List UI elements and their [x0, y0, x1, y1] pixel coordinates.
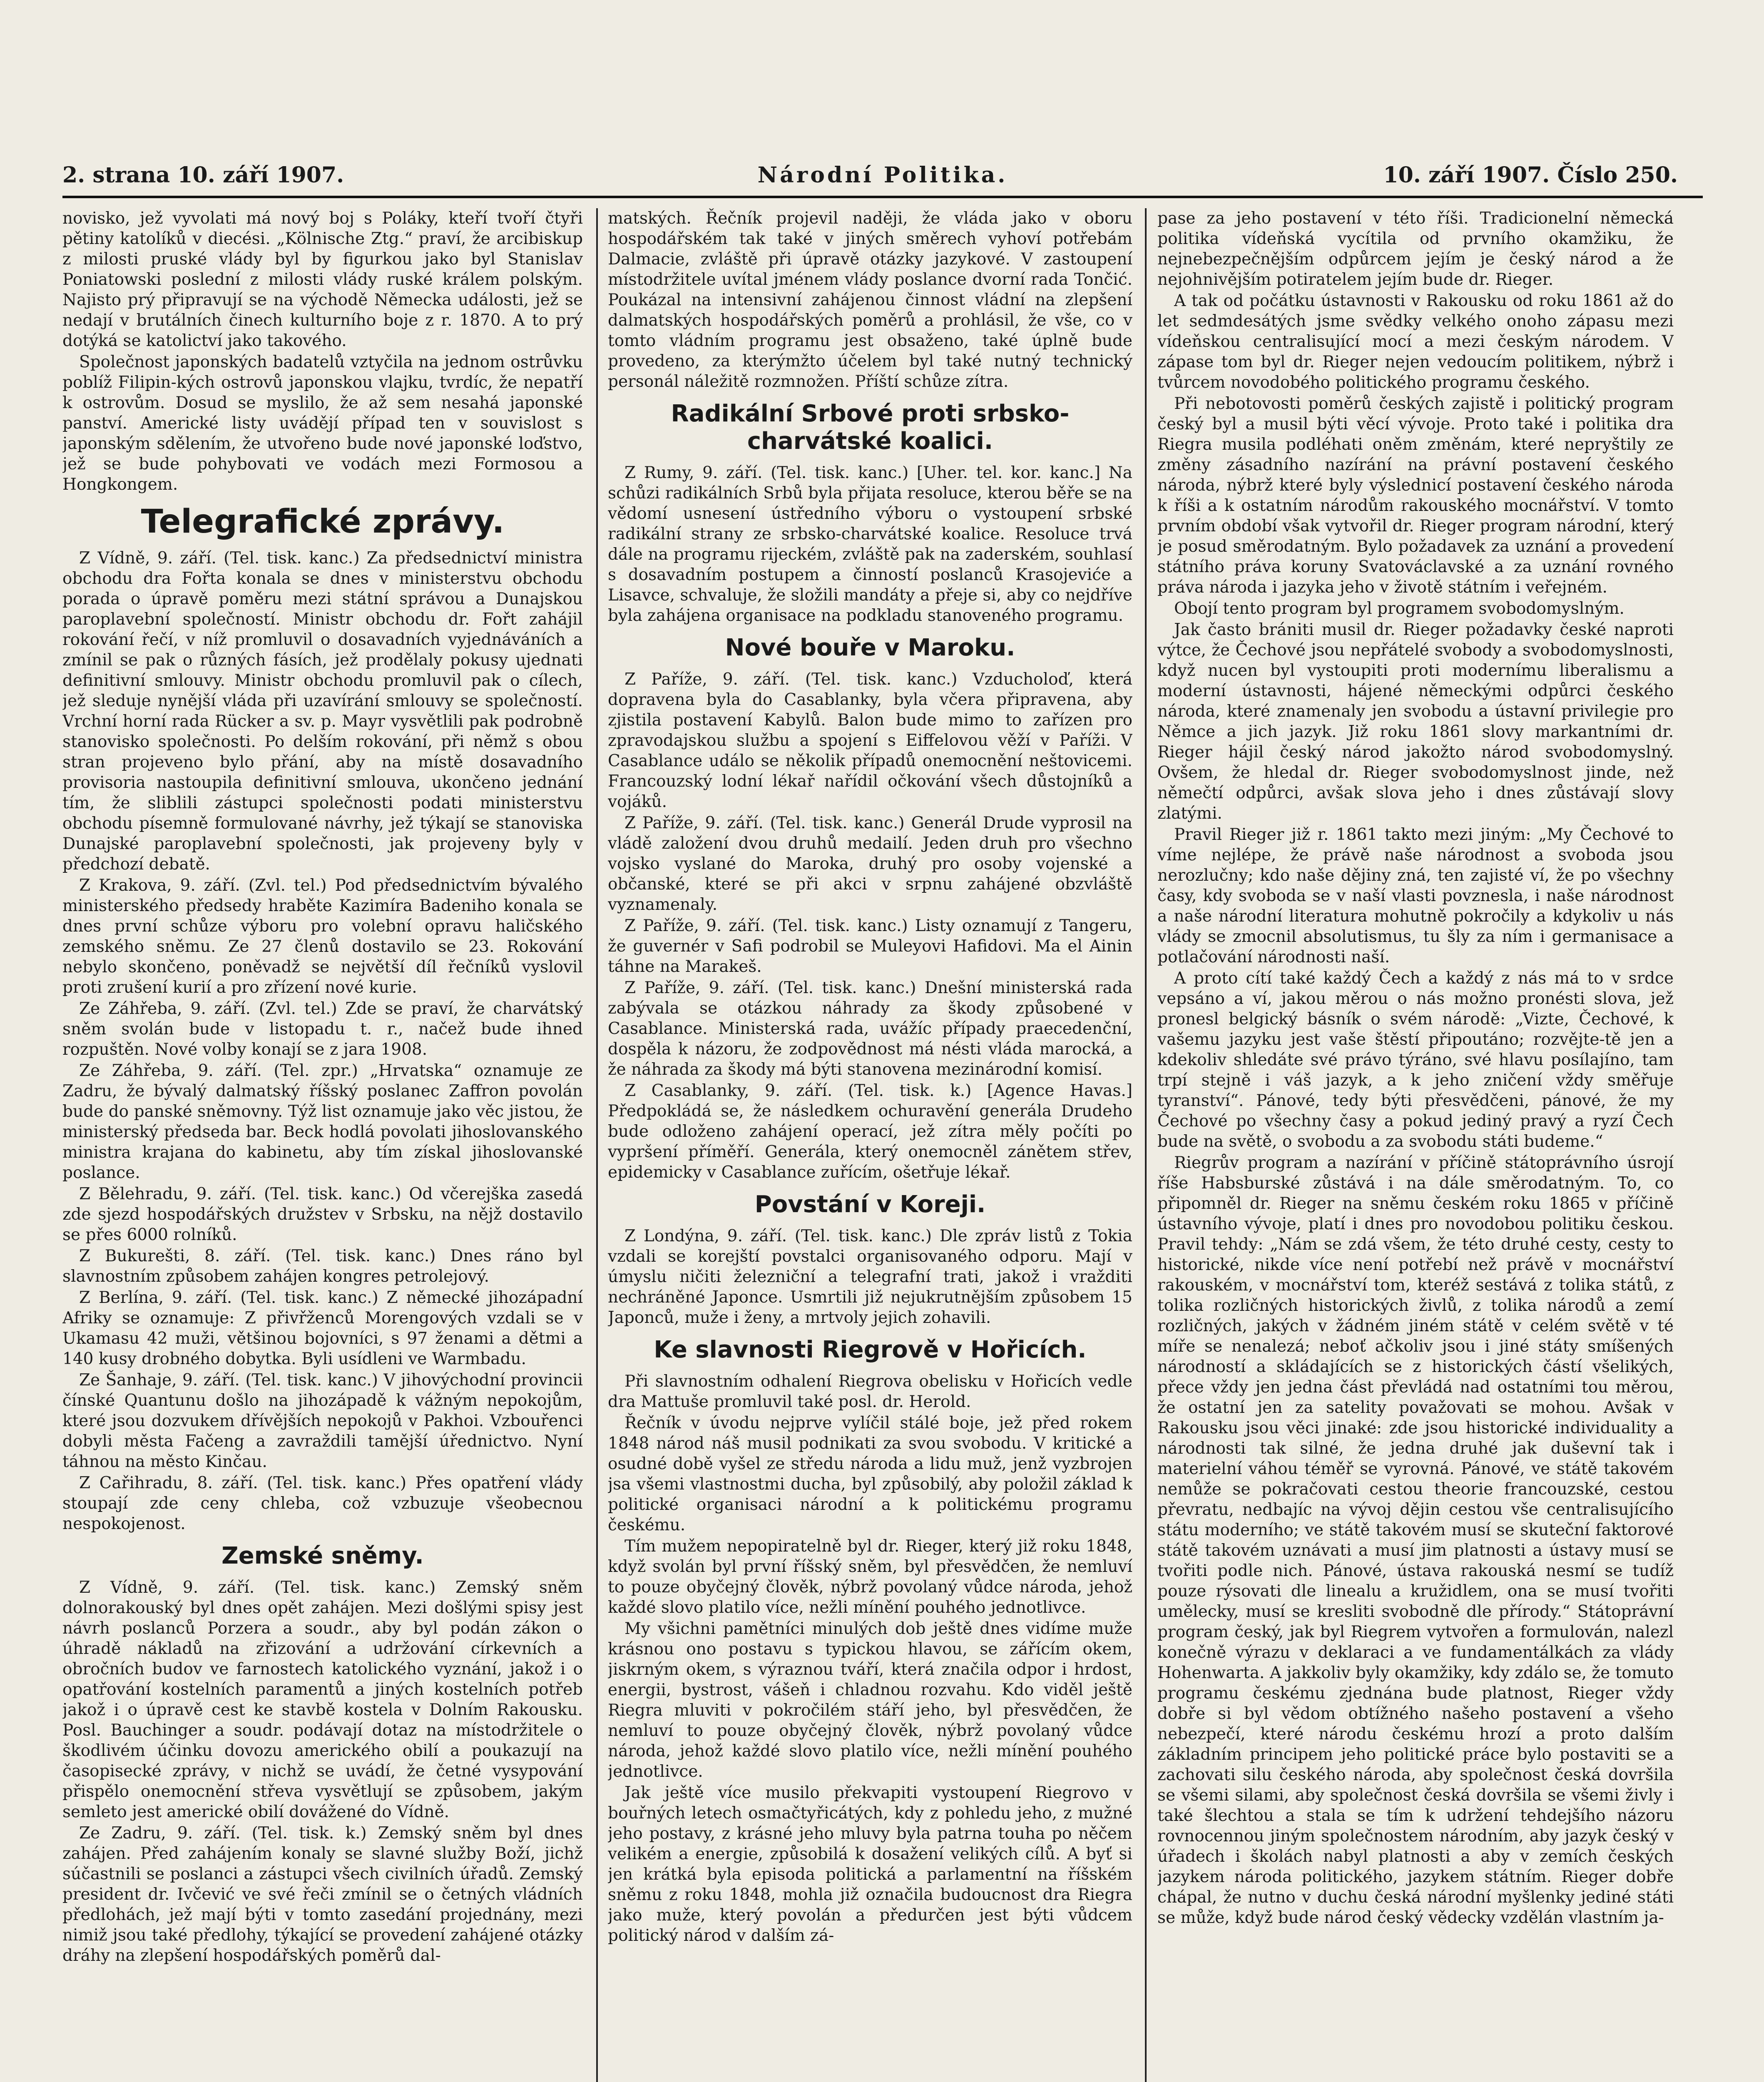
- news-item: Z Casablanky, 9. září. (Tel. tisk. k.) [Agence Havas.] Předpokládá se, že následkem ochuravění generála Drudeho bude odloženo zahájení operací, jež zítra měly počíti po vypršení příměří. Generála, který onemocněl zánětem střev, epidemicky v Casablance zuřícím, ošetřuje lékař.: [608, 1081, 1132, 1182]
- header-page-date: 2. strana 10. září 1907.: [62, 162, 344, 188]
- article-paragraph: A proto cítí také každý Čech a každý z nás má to v srdce vepsáno a ví, jakou měrou o nás možno pronésti slova, jež pronesl belgický básník o svém národě: „Vizte, Čechové, k vašemu jazyku jest vaše štěstí připoutáno; rozvějte-tě jen a kdekoliv shledáte své právo týráno, své hlavu posílajíno, tam trpí stejně i váš jazyk, a k jeho zničení vždy směřuje tyranství“. Pánové, tedy býti přesvědčeni, pánové, že my Čechové po všechny časy a pokud jediný pravý a ryzí Čech bude na světě, o svobodu a za svobodu státi budeme.“: [1157, 969, 1674, 1151]
- news-item: Z Rumy, 9. září. (Tel. tisk. kanc.) [Uher. tel. kor. kanc.] Na schůzi radikálních Srbů byla přijata resoluce, kterou běře se na vědomí usnesení ústředního výboru o vystoupení srbské radikální strany ze srbsko-charvátské koalice. Resoluce trvá dále na programu rijeckém, zvláště pak na zaderském, souhlasí s dosavadním postupem a činností poslanců Krasojeviće a Lisavce, schvaluje, že složili mandáty a přeje si, aby co nejdříve byla zahájena organisace na podkladu stanoveného programu.: [608, 463, 1132, 625]
- column-2: [608, 208, 1132, 2082]
- section-heading-korea: Povstání v Koreji.: [754, 1191, 986, 1218]
- news-item: Ze Šanhaje, 9. září. (Tel. tisk. kanc.) V jihovýchodní provincii čínské Quantunu došlo na jihozápadě k vážným nepokojům, které jsou dozvukem dřívějších nepokojů v Pakhoi. Vzbouřenci dobyli města Fačeng a zavraždili tamější úřednictvo. Nyní táhnou na město Kinčau.: [62, 1371, 583, 1471]
- article-paragraph: Tím mužem nepopiratelně byl dr. Rieger, který již roku 1848, když svolán byl první říšský sněm, byl přesvědčen, že nemluví to pouze obyčejný člověk, nýbrž povolaný vůdce národa, jehož každé slovo platilo více, nežli mínění pouhého jednotlivce.: [608, 1537, 1132, 1617]
- article-paragraph: Při slavnostním odhalení Riegrova obelisku v Hořicích vedle dra Mattuše promluvil také posl. dr. Herold.: [608, 1372, 1132, 1411]
- header-issue-number: 10. září 1907. Číslo 250.: [1383, 162, 1678, 188]
- page-header: [62, 162, 1703, 198]
- section-heading-provincial-diets: Zemské sněmy.: [221, 1542, 424, 1569]
- article-paragraph: Jak často brániti musil dr. Rieger požadavky české naproti výtce, že Čechové jsou nepřátelé svobody a svobodomyslnosti, když nucen byl vystoupiti proti modernímu liberalismu a moderní ústavnosti, hájené německými odpůrci českého národa, které znamenaly jen svobodu a ústavní privilegie pro Němce a jich jazyk. Již roku 1861 slovy markantními dr. Rieger hájil český národ jakožto národ svobodomyslný. Ovšem, že hledal dr. Rieger svobodomyslnost jinde, než němečtí odpůrci, avšak slova jeho i dnes zůstávají slovy zlatými.: [1157, 620, 1674, 823]
- column-1: [62, 208, 583, 2082]
- article-paragraph: pase za jeho postavení v této říši. Tradicionelní německá politika vídeňská vycítila od prvního okamžiku, že nejnebezpečnějším odpůrcem jejím je český národ a že nejohnivějším potiratelem jejím bude dr. Rieger.: [1157, 209, 1674, 289]
- newspaper-page: [62, 104, 1703, 2082]
- article-paragraph: Riegrův program a nazírání v příčině státoprávního úsrojí říše Habsburské zůstává i na dále směrodatným. To, co připomněl dr. Rieger na sněmu českém roku 1865 v příčině ústavního vývoje, platí i dnes pro novodobou politiku českou. Pravil tehdy: „Nám se zdá všem, že této druhé cesty, cesty to historické, nikde více není potřebí než právě v mocnářství rakouském, v mocnářství tom, kteréž sestává z tolika států, z tolika rozličných historických živlů, z tolika národů a zemí rozličných, jakých v žádném jiném státě v celém světě v té míře se nenalezá; neboť ačkoliv jsou i jiné státy smíšených národností a skládajících se z historických částí všelikých, přece vždy jen jedna část převládá nad ostatními tou měrou, že ostatní jen za satelity považovati se mohou. Avšak v Rakousku jsou věci jinaké: zde jsou historické individuality a národnosti tak silné, že jedna druhé jak duševní tak i materielní váhou téměř se vyrovná. Pánové, ve státě takovém nemůže se pokračovati cestou theorie francouzské, cestou převratu, nedbajíc na vývoj dějin cestou vše centralisujícího státu moderního; ve státě takovém musí se skuteční faktorové státě takovém uznávati a musí jim platnosti a ústavy musí se tvořiti podle nich. Pánové, ústava rakouská nesmí se tudíž pouze rýsovati dle linealu a kružidlem, ona se musí tvořiti umělecky, musí se kresliti svobodně dle přírody.“ Státoprávní program český, jak byl Riegrem vytvořen a formulován, nalezl konečně výrazu v deklaraci a ve fundamentálkách za vlády Hohenwarta. A jakkoliv byly okamžiky, kdy zdálo se, že tomuto programu českému zjednána bude platnost, Rieger vždy dobře si byl vědom obtížného našeho postavení a všeho nebezpečí, které národu českému hrozí a proto dalším základním principem jeho politické práce bylo postaviti se a zachovati silu českého národa, aby společnost česká dovršila se všemi silami, aby společnost česká dovršila se všemi živly i také šlechtou a stala se tím k udržení tehdejšího názoru rovnocennou jiným společnostem národním, aby jazyk český v úřadech i školách nabyl platnosti a aby v zemích českých jazykem národa politického, jazykem státním. Rieger dobře chápal, že nutno v duchu česká národní myšlenky jediné státi se může, když bude národ český vědecky vzdělán vlastním ja-: [1157, 1153, 1674, 1927]
- news-item: Z Berlína, 9. září. (Tel. tisk. kanc.) Z německé jihozápadní Afriky se oznamuje: Z přivřženců Morengových vzdali se v Ukamasu 42 muži, většinou bojovníci, s 97 ženami a dětmi a 140 kusy drobného dobytka. Byli usídleni ve Warmbadu.: [62, 1288, 583, 1368]
- masthead-title: Národní Politika.: [757, 162, 1008, 188]
- column-3: [1157, 208, 1674, 2082]
- column-divider: [596, 208, 598, 2082]
- news-item: Ze Záhřeba, 9. září. (Tel. zpr.) „Hrvatska“ oznamuje ze Zadru, že bývalý dalmatský říšský poslanec Zaffron povolán bude do panské sněmovny. Týž list oznamuje jako věc jistou, že ministerský předseda bar. Beck hodlá povolati jihoslovanského ministra krajana do kabinetu, aby tím získal jihoslovanské poslance.: [62, 1061, 583, 1182]
- news-item: Z Vídně, 9. září. (Tel. tisk. kanc.) Zemský sněm dolnorakouský byl dnes opět zahájen. Mezi došlými spisy jest návrh poslanců Porzera a soudr., aby byl podán zákon o úhradě nákladů na zřizování a udržování církevních a obročních budov ve farnostech katolického vyznání, jakož i o opatřování kostelních paramentů a jiných kostelních potřeb jakož i o úpravě cest ke stavbě kostela v Dolním Rakousku. Posl. Bauchinger a soudr. podávají dotaz na místodržitele o škodlivém účinku dovozu amerického obilí a poukazují na časopisecké zprávy, v nichž se uvádí, že četné vysypování přispělo onemocnění střeva vysvětlují se způsobem, jakým semleto jest americké obilí dovážené do Vídně.: [62, 1578, 583, 1821]
- section-heading-morocco: Nové bouře v Maroku.: [725, 634, 1015, 661]
- news-item: Z Paříže, 9. září. (Tel. tisk. kanc.) Listy oznamují z Tangeru, že guvernér v Safi podrobil se Muleyovi Hafidovi. Ma el Ainin táhne na Marakeš.: [608, 916, 1132, 976]
- article-paragraph: Společnost japonských badatelů vztyčila na jednom ostrůvku poblíž Filipin-kých ostrovů japonskou vlajku, tvrdíc, že nepatří k ostrovům. Dosud se myslilo, že až sem nesahá japonské panství. Americké listy uvádějí případ ten v souvislost s japonským sdělením, že utvořeno bude nové japonské loďstvo, jež se bude pohybovati ve vodách mezi Formosou a Hongkongem.: [62, 353, 583, 494]
- news-item: Z Bukurešti, 8. září. (Tel. tisk. kanc.) Dnes ráno byl slavnostním způsobem zahájen kongres petrolejový.: [62, 1247, 583, 1286]
- section-heading-telegraphic-news: Telegrafické zprávy.: [141, 503, 505, 540]
- article-paragraph: A tak od počátku ústavnosti v Rakousku od roku 1861 až do let sedmdesátých jsme svědky velkého onoho zápasu mezi vídeňskou centralisující mocí a mezi českým národem. V zápase tom byl dr. Rieger nejen vedoucím politikem, nýbrž i tvůrcem novodobého politického programu českého.: [1157, 291, 1674, 392]
- article-paragraph: Pravil Rieger již r. 1861 takto mezi jiným: „My Čechové to víme nejlépe, že právě naše národnost a svoboda jsou nerozlučny; kdo naše dějiny zná, ten zajisté ví, že po všechny časy, kdy svoboda se v naší vlasti povznesla, i naše národnost a naše národní literatura mohutně pokročily a kdykoliv u nás vlády se zmocnil absolutismus, tu šly za ním i germanisace a potlačování národnosti naší.: [1157, 825, 1674, 966]
- news-item: Z Krakova, 9. září. (Zvl. tel.) Pod předsednictvím bývalého ministerského předsedy hraběte Kazimíra Badeniho konala se dnes první schůze výboru pro volební opravu haličského zemského sněmu. Ze 27 členů dostavilo se 23. Rokování nebylo skončeno, poněvadž se největší díl řečníků vyslovil proti zrušení kurií a pro zřízení nové kurie.: [62, 876, 583, 997]
- article-paragraph: Řečník v úvodu nejprve vylíčil stálé boje, jež před rokem 1848 národ náš musil podnikati za svou svobodu. V kritické a osudné době vyšel ze středu národa a lidu muž, jenž vyzbrojen jsa všemi vlastnostmi ducha, byl způsobilý, aby položil základ k politické organisaci národní a k politickému programu českému.: [608, 1414, 1132, 1534]
- news-item: Ze Zadru, 9. září. (Tel. tisk. k.) Zemský sněm byl dnes zahájen. Před zahájením konaly se slavné služby Boží, jichž súčastnili se poslanci a zástupci všech civilních úřadů. Zemský president dr. Ivčević ve své řeči zmínil se o četných vládních předlohách, jež mají býti v tomto zasedání projednány, mezi nimiž jsou také předlohy, týkající se provedení zahájené otázky dráhy na zlepšení hospodářských poměrů dal-: [62, 1824, 583, 1965]
- news-item: Z Vídně, 9. září. (Tel. tisk. kanc.) Za předsednictví ministra obchodu dra Fořta konala se dnes v ministerstvu obchodu porada o úpravě poměru mezi státní správou a Dunajskou paroplavební společností. Ministr obchodu dr. Fořt zahájil rokování řečí, v níž promluvil o dosavadních vyjednáváních a zmínil se pak o různých fásích, jež prodělaly pokusy ujednati definitivní smlouvy. Ministr obchodu promluvil pak o cílech, jež sleduje nynější vláda při uzavírání smlouvy se společností. Vrchní horní rada Rücker a sv. p. Mayr vysvětlili pak podrobně stanovisko společnosti. Po delším rokování, při němž s obou stran projeveno bylo přání, aby na místě dosavadního provisoria nastoupila definitivní smlouva, ukončeno jednání tím, že sliblili zástupci společnosti podati ministerstvu obchodu písemně formulované návrhy, jež týkají se stanoviska Dunajské paroplavební společnosti, jak projeveny byly v předchozí debatě.: [62, 549, 583, 874]
- article-paragraph: Obojí tento program byl programem svobodomyslným.: [1174, 599, 1625, 618]
- article-paragraph: My všichni pamětníci minulých dob ještě dnes vidíme muže krásnou ono postavu s typickou hlavou, se zářícím okem, jiskrným okem, s výraznou tváří, která značila odpor i hrdost, energii, bystrost, vášeň i chladnou rozvahu. Kdo viděl ještě Riegra mluviti v pokročilém stáří jeho, byl přesvědčen, že nemluví to pouze obyčejný člověk, nýbrž povolaný vůdce národa, jehož každé slovo platilo více, nežli mínění pouhého jednotlivce.: [608, 1619, 1132, 1781]
- article-paragraph: novisko, jež vyvolati má nový boj s Poláky, kteří tvoří čtyři pětiny katolíků v diecési. „Kölnische Ztg.“ praví, že arcibiskup z milosti pruské vlády byl by figurkou jako byl Stanislav Poniatowski poslední z milosti vlády ruské králem polským. Najisto prý připravují se na východě Německa události, jež se nedají v brutálních činech kulturního boje z r. 1870. A to prý dotýká se katolictví jako takového.: [62, 209, 583, 350]
- news-item: Z Paříže, 9. září. (Tel. tisk. kanc.) Dnešní ministerská rada zabývala se otázkou náhrady za škody způsobené v Casablance. Ministerská rada, uvážíc případy praecedenční, dospěla k názoru, že zodpovědnost má nésti vláda marocká, a že náhrada za škody má býti stanovena mezinárodní komisí.: [608, 979, 1132, 1079]
- news-item: Z Cařihradu, 8. září. (Tel. tisk. kanc.) Přes opatření vlády stoupají zde ceny chleba, což vzbuzuje všeobecnou nespokojenost.: [62, 1474, 583, 1533]
- section-heading-radical-serbs: Radikální Srbové proti srbsko-charvátské koalici.: [671, 400, 1070, 455]
- news-item: Z Bělehradu, 9. září. (Tel. tisk. kanc.) Od včerejška zasedá zde sjezd hospodářských družstev v Srbsku, na nějž dostavilo se přes 6000 rolníků.: [62, 1185, 583, 1244]
- section-heading-rieger-celebration: Ke slavnosti Riegrově v Hořicích.: [654, 1336, 1087, 1363]
- news-item: Z Paříže, 9. září. (Tel. tisk. kanc.) Vzducholoď, která dopravena byla do Casablanky, byla včera připravena, aby zjistila postavení Kabylů. Balon bude mimo to zařízen pro zpravodajskou službu a spojení s Eiffelovou věží v Paříži. V Casablance událo se několik případů onemocnění neštovicemi. Francouzský lodní lékař nařídil očkování všech důstojníků a vojáků.: [608, 670, 1132, 811]
- article-paragraph: matských. Řečník projevil naději, že vláda jako v oboru hospodářském tak také v jiných směrech vyhoví potřebám Dalmacie, zvláště při úpravě otázky jazykové. V zastoupení místodržitele uvítal jménem vlády poslance dvorní rada Tončić. Poukázal na intensivní zahájenou činnost vládní na zlepšení dalmatských hospodářských poměrů a prohlásil, že vše, co v tomto vládním programu jest obsaženo, také úplně bude provedeno, za kterýmžto účelem byl také nutný technický personál náležitě rozmnožen. Příští schůze zítra.: [608, 209, 1132, 391]
- news-item: Z Londýna, 9. září. (Tel. tisk. kanc.) Dle zpráv listů z Tokia vzdali se korejští povstalci organisovaného odporu. Mají v úmyslu ničiti železniční a telegrafní trati, jakož i vražditi nechráněné Japonce. Usmrtili již nejukrutnějším způsobem 15 Japonců, muže i ženy, a mrtvoly jejich zohavili.: [608, 1227, 1132, 1327]
- article-paragraph: Jak ještě více musilo překvapiti vystoupení Riegrovo v bouřných letech osmačtyřicátých, kdy z pohledu jeho, z mužné jeho postavy, z krásné jeho mluvy byla patrna touha po něčem velikém a energie, způsobilá k dosažení velikých cílů. A byť si jen krátká byla episoda politická a parlamentní na říšském sněmu z roku 1848, mohla již označila budoucnost dra Riegra jako muže, který povolán a předurčen jest býti vůdcem politický národ v dalším zá-: [608, 1783, 1132, 1945]
- column-divider: [1145, 208, 1147, 2082]
- news-item: Ze Záhřeba, 9. září. (Zvl. tel.) Zde se praví, že charvátský sněm svolán bude v listopadu t. r., načež bude ihned rozpuštěn. Nové volby konají se z jara 1908.: [62, 999, 583, 1059]
- news-item: Z Paříže, 9. září. (Tel. tisk. kanc.) Generál Drude vyprosil na vládě založení dvou druhů medailí. Jeden druh pro všechno vojsko vyslané do Maroka, druhý pro osoby vojenské a občanské, které se při akci v srpnu zahájené obzvláště vyznamenaly.: [608, 814, 1132, 914]
- article-paragraph: Při nebotovosti poměrů českých zajistě i politický program český byl a musil býti věcí vývoje. Proto také i politika dra Riegra musila podléhati oněm změnám, které nepryštily ze změny zásadního nazírání na právní postavení českého národa, nýbrž které byly výslednicí postavení českého národa k říši a k ostatním národům rakouského mocnářství. V tomto prvním období však vytvořil dr. Rieger program národní, který je posud směrodatným. Bylo požadavek za uznání a provedení státního práva koruny Svatováclavské a za uznání rovného práva národa i jazyka jeho v životě státním i veřejném.: [1157, 394, 1674, 597]
